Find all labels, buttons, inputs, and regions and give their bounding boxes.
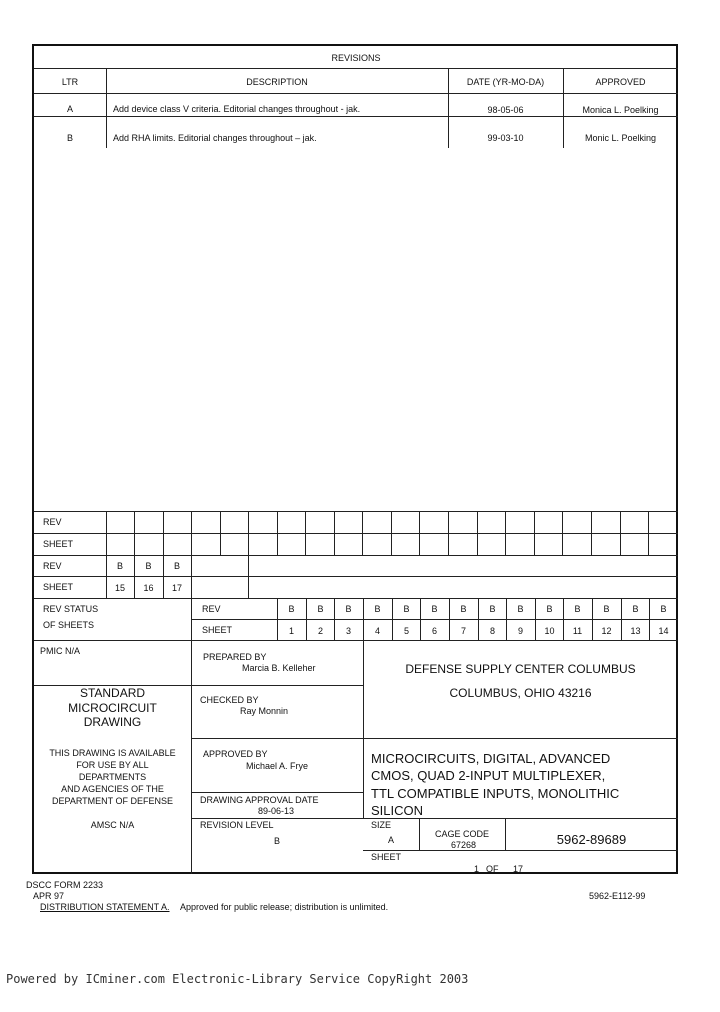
device-title-line: SILICON — [371, 803, 424, 818]
status-rev-cell: B — [288, 604, 295, 614]
agency-name: DEFENSE SUPPLY CENTER COLUMBUS — [405, 662, 636, 676]
grid-rev-label: REV — [43, 561, 62, 571]
grid-sheet-cell: 17 — [171, 583, 182, 593]
distribution-text: Approved for public release; distribution is unlimited. — [180, 902, 389, 912]
status-rev-cell: B — [603, 604, 610, 614]
grid-rev-cell: B — [116, 561, 123, 571]
powered-by-watermark: Powered by ICminer.com Electronic-Library Service CopyRight 2003 — [6, 972, 469, 986]
col-header-approved: APPROVED — [595, 77, 646, 87]
col-header-description: DESCRIPTION — [246, 77, 308, 87]
status-rev-cell: B — [546, 604, 553, 614]
status-sheet-cell: 12 — [601, 626, 612, 636]
availability-line: AND AGENCIES OF THE — [61, 784, 164, 794]
revision-level-label: REVISION LEVEL — [200, 820, 274, 830]
distribution-label: DISTRIBUTION STATEMENT A. — [40, 902, 170, 912]
grid-sheet-label: SHEET — [43, 539, 74, 549]
status-sheet-cell: 8 — [489, 626, 495, 636]
device-title-line: MICROCIRCUITS, DIGITAL, ADVANCED — [371, 751, 611, 766]
revision-level: B — [273, 836, 280, 846]
cage-value: 67268 — [451, 840, 477, 850]
size-value: A — [387, 835, 394, 845]
rev-row-approved: Monic L. Poelking — [584, 133, 657, 143]
checked-name: Ray Monnin — [240, 706, 289, 716]
status-sheet-cell: 13 — [630, 626, 641, 636]
status-rev-cell: B — [431, 604, 438, 614]
status-rev-cell: B — [345, 604, 352, 614]
status-rev-cell: B — [317, 604, 324, 614]
grid-sheet-label: SHEET — [43, 582, 74, 592]
status-rev-cell: B — [489, 604, 496, 614]
status-rev-cell: B — [517, 604, 524, 614]
standard-title-line: STANDARD — [79, 686, 146, 700]
status-sheet-cell: 9 — [517, 626, 523, 636]
prepared-name: Marcia B. Kelleher — [242, 663, 316, 673]
rev-row-ltr: A — [66, 104, 73, 114]
status-sheet-cell: 3 — [345, 626, 351, 636]
sheet-of-label: OF — [486, 864, 499, 874]
rev-row-date: 98-05-06 — [487, 105, 524, 115]
checked-label: CHECKED BY — [200, 695, 259, 705]
device-title-line: TTL COMPATIBLE INPUTS, MONOLITHIC — [371, 786, 620, 801]
col-header-ltr: LTR — [61, 77, 79, 87]
amsc-text: AMSC N/A — [90, 820, 135, 830]
rev-row-date: 99-03-10 — [487, 133, 524, 143]
sheet-label: SHEET — [371, 852, 402, 862]
form-date: APR 97 — [33, 891, 65, 901]
rev-status-label: REV STATUS — [43, 604, 99, 614]
rev-row-ltr: B — [66, 133, 73, 143]
cage-label: CAGE CODE — [435, 829, 490, 839]
grid-rev-cell: B — [173, 561, 180, 571]
approved-name: Michael A. Frye — [246, 761, 309, 771]
status-sheet-cell: 11 — [572, 626, 583, 636]
grid-rev-label: REV — [43, 517, 62, 527]
availability-line: DEPARTMENT OF DEFENSE — [51, 796, 174, 806]
status-sheet-cell: 2 — [317, 626, 323, 636]
revisions-title: REVISIONS — [331, 53, 381, 63]
rev-row-description: Add RHA limits. Editorial changes throughout – jak. — [113, 133, 317, 143]
standard-title-line: DRAWING — [83, 715, 142, 729]
status-rev-cell: B — [374, 604, 381, 614]
sheet-number: 1 — [474, 864, 480, 874]
status-rev-cell: B — [403, 604, 410, 614]
status-rev-cell: B — [460, 604, 467, 614]
status-sheet-cell: 6 — [431, 626, 437, 636]
of-sheets-label: OF SHEETS — [43, 620, 95, 630]
grid-sheet-cell: 15 — [114, 583, 125, 593]
status-sheet-cell: 1 — [288, 626, 294, 636]
status-rev-cell: B — [574, 604, 581, 614]
status-sheet-cell: 7 — [460, 626, 466, 636]
status-rev-cell: B — [632, 604, 639, 614]
form-number: DSCC FORM 2233 — [26, 880, 104, 890]
device-title-line: CMOS, QUAD 2-INPUT MULTIPLEXER, — [371, 768, 606, 783]
col-header-date: DATE (YR-MO-DA) — [466, 77, 545, 87]
prepared-label: PREPARED BY — [203, 652, 267, 662]
approved-label: APPROVED BY — [203, 749, 268, 759]
agency-address: COLUMBUS, OHIO 43216 — [449, 686, 592, 700]
drawing-number: 5962-89689 — [556, 832, 627, 847]
approval-date-label: DRAWING APPROVAL DATE — [200, 795, 319, 805]
status-sheet-cell: 5 — [403, 626, 409, 636]
standard-title-line: MICROCIRCUIT — [68, 701, 157, 715]
status-rev-label: REV — [202, 604, 221, 614]
availability-line: THIS DRAWING IS AVAILABLE — [49, 748, 176, 758]
rev-row-description: Add device class V criteria. Editorial changes throughout - jak. — [113, 104, 361, 114]
document-code: 5962-E112-99 — [589, 891, 646, 901]
status-rev-cell: B — [660, 604, 667, 614]
grid-sheet-cell: 16 — [143, 583, 154, 593]
size-label: SIZE — [371, 820, 392, 830]
status-sheet-cell: 10 — [544, 626, 555, 636]
status-sheet-cell: 14 — [658, 626, 669, 636]
availability-line: DEPARTMENTS — [78, 772, 147, 782]
pmic-text: PMIC N/A — [40, 646, 81, 656]
status-sheet-cell: 4 — [374, 626, 380, 636]
rev-row-approved: Monica L. Poelking — [582, 105, 659, 115]
status-sheet-label: SHEET — [202, 625, 233, 635]
availability-line: FOR USE BY ALL — [76, 760, 149, 770]
approval-date: 89-06-13 — [258, 806, 295, 816]
sheet-total: 17 — [513, 864, 524, 874]
grid-rev-cell: B — [145, 561, 152, 571]
